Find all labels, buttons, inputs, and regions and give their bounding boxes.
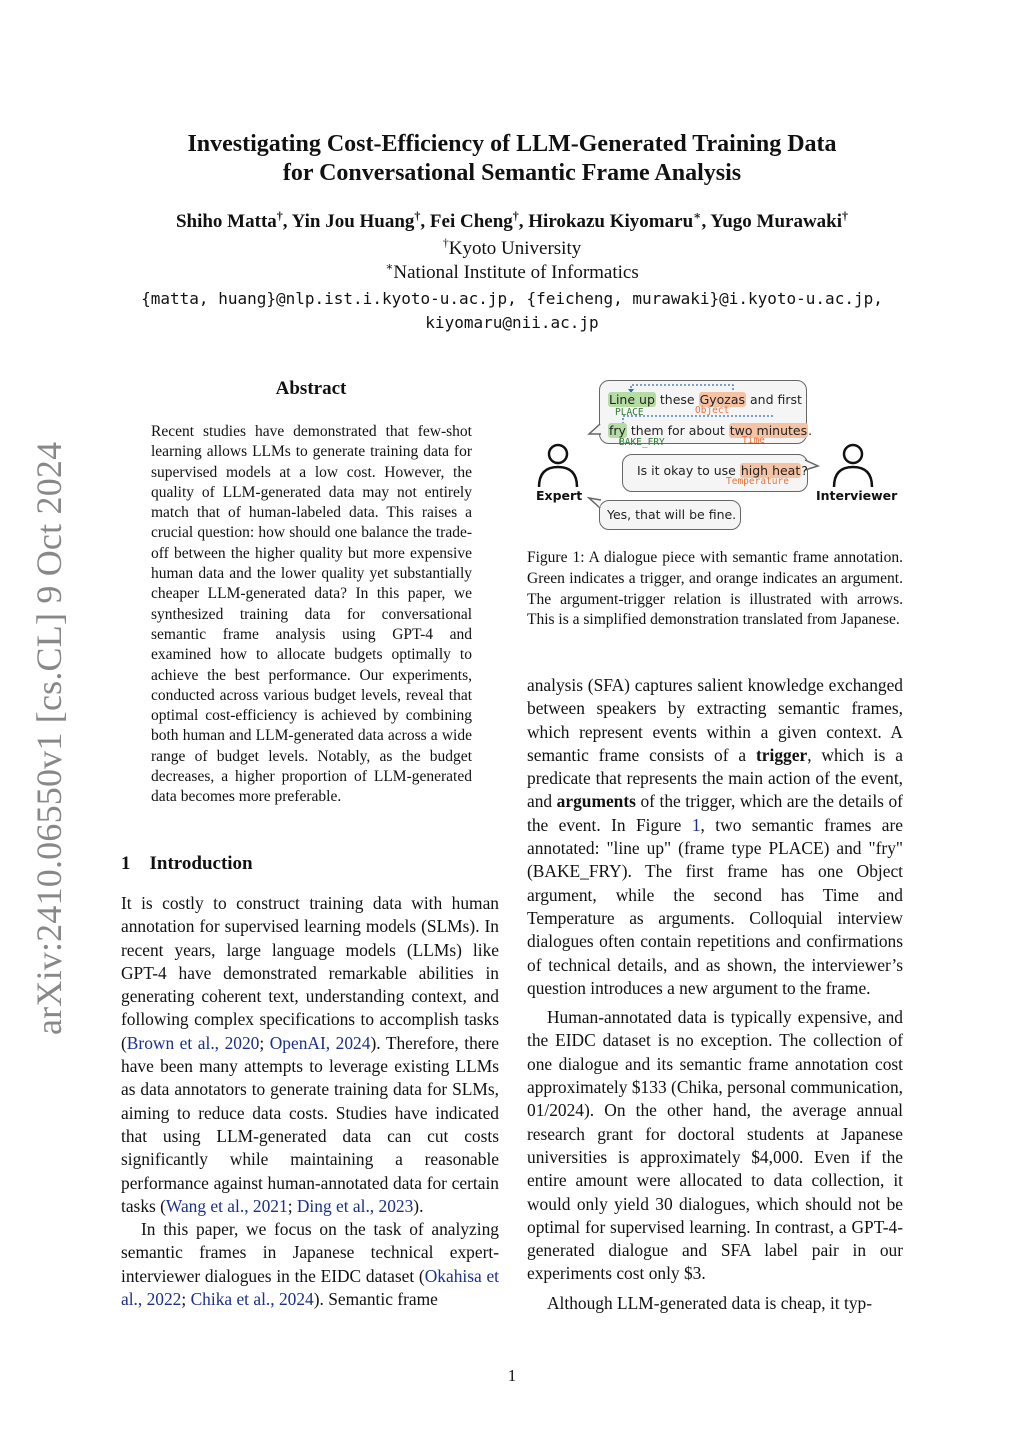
- author-list: Shiho Matta†, Yin Jou Huang†, Fei Cheng†, Hirokazu Kiyomaru∗, Yugo Murawaki†: [175, 208, 849, 232]
- intro-paragraph-2: In this paper, we focus on the task of analyzing semantic frames in Japanese technical expert-interviewer dialogues in the EIDC dataset (Okahisa et al., 2022; Chika et al., 2024). Semantic frame: [121, 1219, 499, 1310]
- title-line-1: Investigating Cost-Efficiency of LLM-Generated Training Data: [187, 131, 837, 157]
- author: Fei Cheng: [429, 211, 513, 232]
- trigger-tag-bake-fry: BAKE_FRY: [619, 437, 665, 448]
- paper-title: [0, 130, 1024, 188]
- right-paragraph-3: Although LLM-generated data is cheap, it typ-: [547, 1292, 873, 1313]
- right-paragraph-1: analysis (SFA) captures salient knowledge exchanged between speakers by extracting semantic frames, which represent events within a given context. A semantic frame consists of a trigger, which is a predicate that represents the main action of the event, and arguments of the trigger, which are the details of the event. In Figure 1, two semantic frames are annotated: "line up" (frame type PLACE) and "fry" (BAKE_FRY). The first frame has one Object argument, while the second has Time and Temperature as arguments. Colloquial interview dialogues often contain repetitions and confirmations of technical details, and as shown, the interviewer’s question introduces a new argument to the frame.: [527, 675, 903, 998]
- intro-paragraph-1: It is costly to construct training data with human annotation for supervised learning models (SLMs). In recent years, large language models (LLMs) like GPT-4 have demonstrated remarkable abilities in generating coherent text, understanding context, and following complex specifications to accomplish tasks (Brown et al., 2020; OpenAI, 2024). Therefore, there have been many attempts to leverage existing LLMs as data annotators to generate training data for SLMs, aiming to reduce data costs. Studies have indicated that using LLM-generated data can cut costs significantly while maintaining a reasonable performance against human-annotated data for certain tasks (Wang et al., 2021; Ding et al., 2023).: [121, 893, 500, 1216]
- figure-1-dialogue: [527, 372, 907, 542]
- utterance-3: Is it okay to use high heat?: [637, 463, 808, 478]
- page-number: 1: [507, 1366, 517, 1385]
- expert-label: Expert: [536, 488, 583, 503]
- citation-link[interactable]: Brown et al., 2020: [126, 1032, 260, 1053]
- abstract-body: Recent studies have demonstrated that few-shot learning allows LLMs to generate training data for supervised models at a low cost. However, the quality of LLM-generated data may not entirely match that of human-labeled data. This raises a crucial question: how should one balance the trade-off between the higher quality but more expensive human data and the lower quality yet substantially cheaper LLM-generated data? In this paper, we synthesized training data for conversational semantic frame analysis using GPT-4 and examined how to allocate budgets optimally to achieve the best performance. Our experiments, conducted across various budget levels, reveal that optimal cost-efficiency is achieved by combining both human and LLM-generated data across a wide range of budget levels. Notably, as the budget decreases, a higher proportion of LLM-generated data becomes more preferable.: [151, 423, 472, 806]
- bubble-tail: [587, 422, 605, 438]
- section-heading-introduction: 1 Introduction: [121, 853, 253, 874]
- author: Yin Jou Huang: [291, 211, 415, 232]
- interviewer-person-icon: [831, 442, 875, 488]
- right-column-body: [527, 674, 903, 1315]
- figure-reference-link[interactable]: 1: [691, 814, 701, 835]
- utterance-1: Line up these Gyozas and first: [609, 392, 802, 407]
- abstract-heading: Abstract: [275, 378, 347, 399]
- citation-link[interactable]: Chika et al., 2024: [190, 1289, 314, 1310]
- right-paragraph-2: Human-annotated data is typically expensive, and the EIDC dataset is no exception. The collection of one dialogue and its semantic frame annotation cost approximately $133 (Chika, personal communication, 01/2024). On the other hand, the average annual research grant for doctoral students at Japanese universities is approximately $4,000. Even if the entire amount were allocated to data collection, it would only yield 30 dialogues, which should not be optimal for supervised learning. In contrast, a GPT-4-generated dialogue and SFA label pair in our experiments cost only $3.: [527, 1007, 903, 1284]
- author: Hirokazu Kiyomaru: [528, 211, 694, 232]
- email-line-2: kiyomaru@nii.ac.jp: [425, 313, 599, 332]
- argument-tag-object: Object: [695, 405, 730, 416]
- citation-link[interactable]: Okahisa et al., 2022: [121, 1265, 499, 1310]
- affiliation-kyoto: †Kyoto University: [442, 235, 582, 259]
- argument-tag-time: Time: [742, 435, 765, 446]
- expert-person-icon: [536, 442, 580, 488]
- argument-tag-temperature: Temperature: [726, 476, 789, 487]
- title-line-2: for Conversational Semantic Frame Analysis: [282, 160, 742, 186]
- email-line-1: {matta, huang}@nlp.ist.i.kyoto-u.ac.jp, {feicheng, murawaki}@i.kyoto-u.ac.jp,: [141, 289, 883, 308]
- utterance-4: Yes, that will be fine.: [607, 507, 737, 522]
- author: Yugo Murawaki: [710, 211, 843, 232]
- interviewer-label: Interviewer: [816, 488, 898, 503]
- affiliation-nii: ∗National Institute of Informatics: [385, 259, 639, 283]
- trigger-tag-place: PLACE: [615, 407, 644, 418]
- author: Shiho Matta: [175, 211, 277, 232]
- utterance-2: fry them for about two minutes.: [609, 423, 813, 438]
- citation-link[interactable]: OpenAI, 2024: [269, 1032, 371, 1053]
- bubble-tail: [587, 496, 605, 512]
- left-column-body: [121, 892, 499, 1311]
- citation-link[interactable]: Wang et al., 2021: [165, 1195, 288, 1216]
- citation-link[interactable]: Ding et al., 2023: [296, 1195, 414, 1216]
- figure-1-caption: Figure 1: A dialogue piece with semantic frame annotation. Green indicates a trigger, and orange indicates an argument. The argument-trigger relation is illustrated with arrows. This is a simplified demonstration translated from Japanese.: [527, 549, 903, 629]
- arxiv-side-label: arXiv:2410.06550v1 [cs.CL] 9 Oct 2024: [29, 441, 69, 1035]
